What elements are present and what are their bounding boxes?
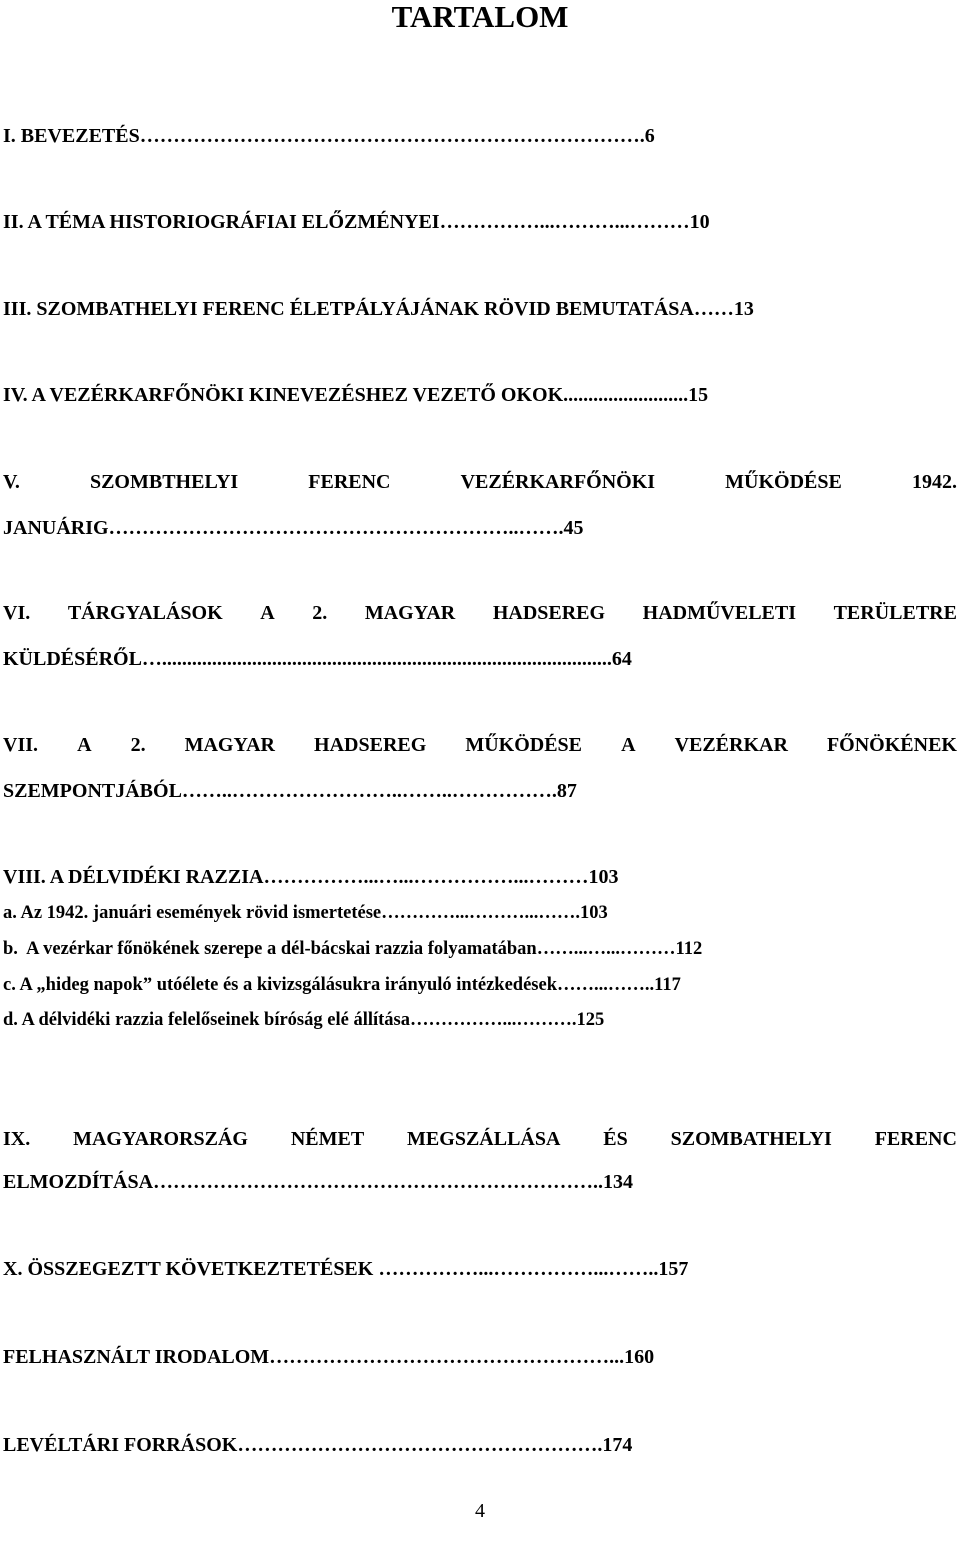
- toc-entry-1[interactable]: I. BEVEZETÉS………………………………………………………………….6: [3, 125, 655, 147]
- toc-entry-7-line-2[interactable]: SZEMPONTJÁBÓL……..……………………..……..…………….87: [3, 780, 577, 802]
- toc-subentry-8d[interactable]: d. A délvidéki razzia felelőseinek bíróság elé állítása……………...……….125: [3, 1010, 605, 1030]
- toc-subentry-8a[interactable]: a. Az 1942. januári események rövid ismertetése…………...………...…….103: [3, 903, 608, 923]
- toc-entry-3[interactable]: III. SZOMBATHELYI FERENC ÉLETPÁLYÁJÁNAK RÖVID BEMUTATÁSA……13: [3, 298, 754, 320]
- toc-entry-8[interactable]: VIII. A DÉLVIDÉKI RAZZIA……………...…...……………...………103: [3, 866, 619, 888]
- toc-entry-12[interactable]: LEVÉLTÁRI FORRÁSOK……………………………………………….174: [3, 1434, 633, 1456]
- toc-entry-5-line-1[interactable]: V. SZOMBTHELYI FERENC VEZÉRKARFŐNÖKI MŰKÖDÉSE 1942.: [3, 471, 957, 493]
- toc-entry-6-line-2[interactable]: KÜLDÉSÉRŐL…..........................................................................................64: [3, 648, 632, 670]
- toc-subentry-8c[interactable]: c. A „hideg napok” utóélete és a kivizsgálásukra irányuló intézkedések……...……..117: [3, 975, 681, 995]
- page-title: TARTALOM: [391, 0, 569, 34]
- toc-entry-4[interactable]: IV. A VEZÉRKARFŐNÖKI KINEVEZÉSHEZ VEZETŐ OKOK.........................15: [3, 384, 709, 406]
- toc-subentry-8b[interactable]: b. A vezérkar főnökének szerepe a dél-bácskai razzia folyamatában……...…...………112: [3, 939, 703, 959]
- toc-entry-2[interactable]: II. A TÉMA HISTORIOGRÁFIAI ELŐZMÉNYEI……………...………...………10: [3, 211, 710, 233]
- toc-entry-6-line-1[interactable]: VI. TÁRGYALÁSOK A 2. MAGYAR HADSEREG HADMŰVELETI TERÜLETRE: [3, 602, 957, 624]
- toc-entry-7-line-1[interactable]: VII. A 2. MAGYAR HADSEREG MŰKÖDÉSE A VEZÉRKAR FŐNÖKÉNEK: [3, 734, 957, 756]
- toc-entry-9-line-2[interactable]: ELMOZDÍTÁSA…………………………………………………………..134: [3, 1171, 634, 1193]
- toc-entry-5-line-2[interactable]: JANUÁRIG……………………………………………………..…….45: [3, 517, 584, 539]
- toc-entry-11[interactable]: FELHASZNÁLT IRODALOM……………………………………………...160: [3, 1346, 655, 1368]
- toc-entry-10[interactable]: X. ÖSSZEGEZTT KÖVETKEZTETÉSEK ……………...……………...……..157: [3, 1258, 689, 1280]
- toc-entry-9-line-1[interactable]: IX. MAGYARORSZÁG NÉMET MEGSZÁLLÁSA ÉS SZOMBATHELYI FERENC: [3, 1128, 957, 1150]
- page-number: 4: [475, 1500, 485, 1522]
